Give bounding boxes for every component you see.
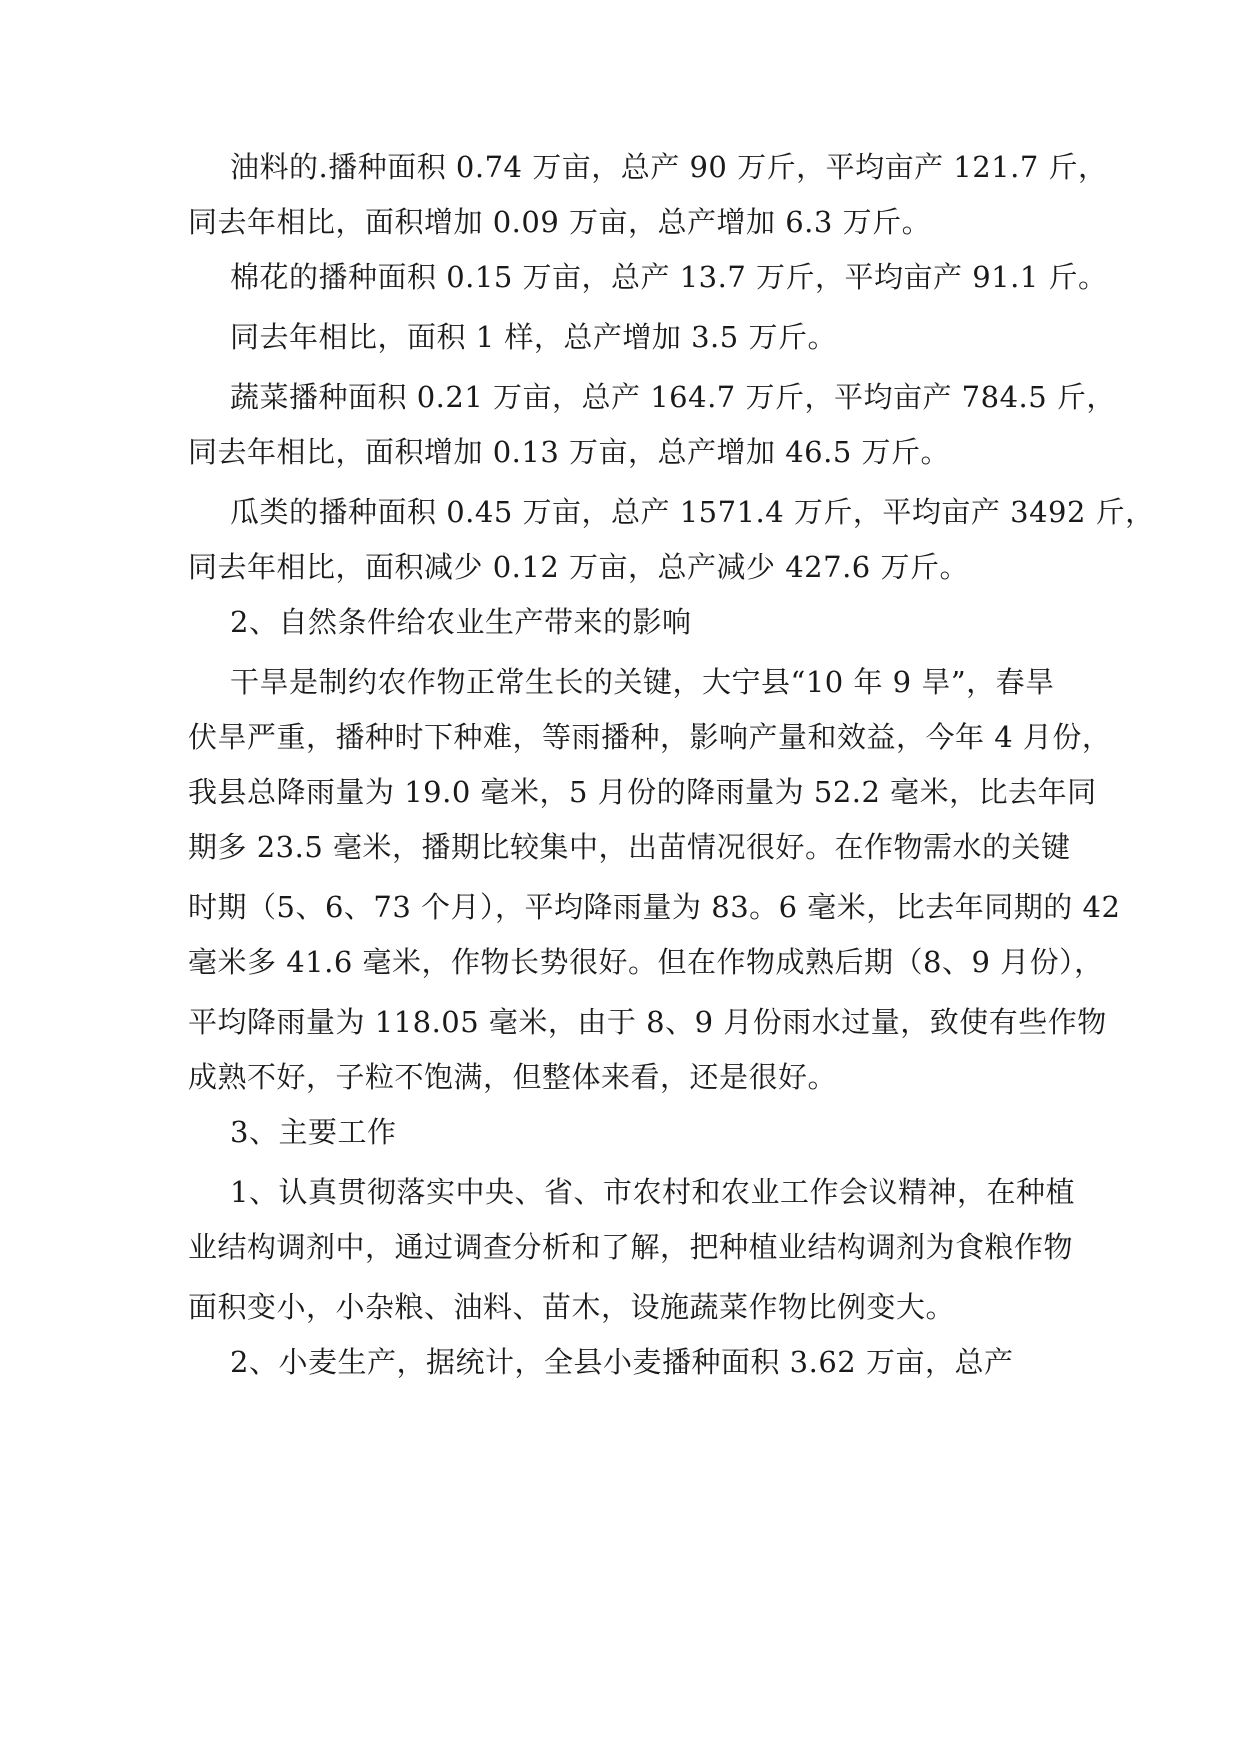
text-line: 伏旱严重，播种时下种难，等雨播种，影响产量和效益，今年 4 月份，	[188, 720, 1112, 754]
text-line: 同去年相比，面积增加 0.13 万亩，总产增加 46.5 万斤。	[188, 435, 951, 469]
text-line: 蔬菜播种面积 0.21 万亩，总产 164.7 万斤，平均亩产 784.5 斤，	[230, 380, 1116, 414]
text-line: 时期（5、6、73 个月），平均降雨量为 83。6 毫米，比去年同期的 42	[188, 890, 1121, 924]
section-heading: 3、主要工作	[230, 1115, 397, 1149]
text-line: 同去年相比，面积减少 0.12 万亩，总产减少 427.6 万斤。	[188, 550, 969, 584]
text-line: 平均降雨量为 118.05 毫米，由于 8、9 月份雨水过量，致使有些作物	[188, 1005, 1107, 1039]
text-line: 油料的.播种面积 0.74 万亩，总产 90 万斤，平均亩产 121.7 斤，	[230, 150, 1108, 184]
text-line: 同去年相比，面积增加 0.09 万亩，总产增加 6.3 万斤。	[188, 205, 932, 239]
text-line: 我县总降雨量为 19.0 毫米，5 月份的降雨量为 52.2 毫米，比去年同	[188, 775, 1097, 809]
text-line: 期多 23.5 毫米，播期比较集中，出苗情况很好。在作物需水的关键	[188, 830, 1071, 864]
text-line: 棉花的播种面积 0.15 万亩，总产 13.7 万斤，平均亩产 91.1 斤。	[230, 260, 1108, 294]
text-line: 面积变小，小杂粮、油料、苗木，设施蔬菜作物比例变大。	[188, 1290, 956, 1324]
text-line: 瓜类的播种面积 0.45 万亩，总产 1571.4 万斤，平均亩产 3492 斤，	[230, 495, 1155, 529]
text-line: 毫米多 41.6 毫米，作物长势很好。但在作物成熟后期（8、9 月份），	[188, 945, 1104, 979]
text-line: 干旱是制约农作物正常生长的关键，大宁县“10 年 9 旱”，春旱	[230, 665, 1055, 699]
text-line: 业结构调剂中，通过调查分析和了解，把种植业结构调剂为食粮作物	[188, 1230, 1074, 1264]
text-line: 成熟不好，子粒不饱满，但整体来看，还是很好。	[188, 1060, 838, 1094]
section-heading: 2、自然条件给农业生产带来的影响	[230, 605, 692, 639]
text-line: 同去年相比，面积 1 样，总产增加 3.5 万斤。	[230, 320, 837, 354]
text-line: 1、认真贯彻落实中央、省、市农村和农业工作会议精神，在种植	[230, 1175, 1075, 1209]
text-line: 2、小麦生产，据统计，全县小麦播种面积 3.62 万亩，总产	[230, 1345, 1014, 1379]
